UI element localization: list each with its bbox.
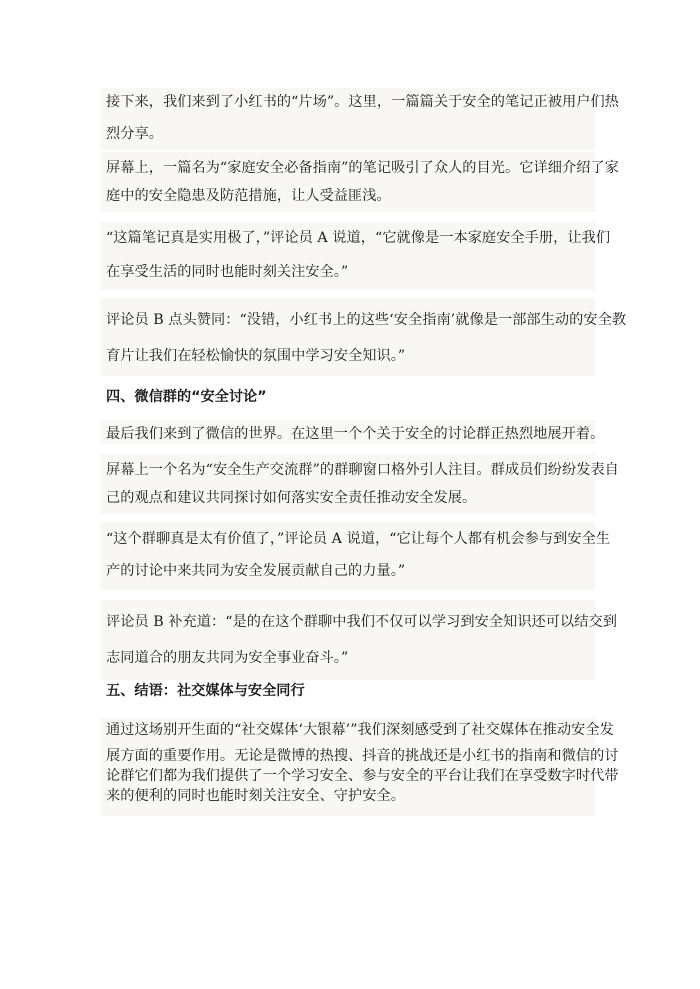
- section-heading: 四、微信群的“安全讨论”: [106, 389, 267, 405]
- paragraph: [106, 310, 627, 366]
- text-line: 来的便利的同时也能时刻关注安全、守护安全。: [106, 788, 405, 804]
- text-line: 庭中的安全隐患及防范措施，让人受益匪浅。: [106, 188, 391, 204]
- paragraph: [106, 158, 619, 206]
- text-line: 产的讨论中来共同为安全发展贡献自己的力量。”: [106, 563, 406, 579]
- text-line: 展方面的重要作用。无论是微博的热搜、抖音的挑战还是小红书的指南和微信的讨: [106, 748, 619, 764]
- text-line: 在享受生活的同时也能时刻关注安全。”: [106, 264, 349, 280]
- text-line: 论群它们都为我们提供了一个学习安全、参与安全的平台让我们在享受数字时代带: [106, 768, 619, 784]
- text-line: 评论员 B 补充道：“是的在这个群聊中我们不仅可以学习到安全知识还可以结交到: [106, 614, 617, 630]
- paragraph: [106, 228, 611, 282]
- text-line: 屏幕上一个名为“安全生产交流群”的群聊窗口格外引人注目。群成员们纷纷发表自: [106, 462, 619, 478]
- text-line: 烈分享。: [106, 126, 163, 142]
- text-line: “这个群聊真是太有价值了，”评论员 A 说道，“它让每个人都有机会参与到安全生: [106, 531, 611, 547]
- text-line: 评论员 B 点头赞同：“没错，小红书上的这些‘安全指南’就像是一部部生动的安全教: [106, 312, 627, 328]
- paragraph: [106, 612, 617, 668]
- paragraph: [106, 720, 619, 806]
- text-line: 屏幕上，一篇名为“家庭安全必备指南”的笔记吸引了众人的目光。它详细介绍了家: [106, 160, 619, 176]
- paragraph: [106, 92, 619, 144]
- text-line: 己的观点和建议共同探讨如何落实安全责任推动安全发展。: [106, 490, 477, 506]
- text-line: 接下来，我们来到了小红书的“片场”。这里，一篇篇关于安全的笔记正被用户们热: [106, 94, 619, 110]
- text-line: 志同道合的朋友共同为安全事业奋斗。”: [106, 650, 349, 666]
- text-line: 最后我们来到了微信的世界。在这里一个个关于安全的讨论群正热烈地展开着。: [106, 426, 605, 442]
- text-line: “这篇笔记真是实用极了，”评论员 A 说道，“它就像是一本家庭安全手册，让我们: [106, 230, 611, 246]
- text-line: 通过这场别开生面的“社交媒体‘大银幕’”我们深刻感受到了社交媒体在推动安全发: [106, 722, 614, 738]
- paragraph: [106, 460, 619, 508]
- paragraph: [106, 424, 605, 444]
- section-heading: 五、结语：社交媒体与安全同行: [106, 683, 305, 699]
- text-line: 育片让我们在轻松愉快的氛围中学习安全知识。”: [106, 348, 406, 364]
- paragraph: [106, 529, 611, 581]
